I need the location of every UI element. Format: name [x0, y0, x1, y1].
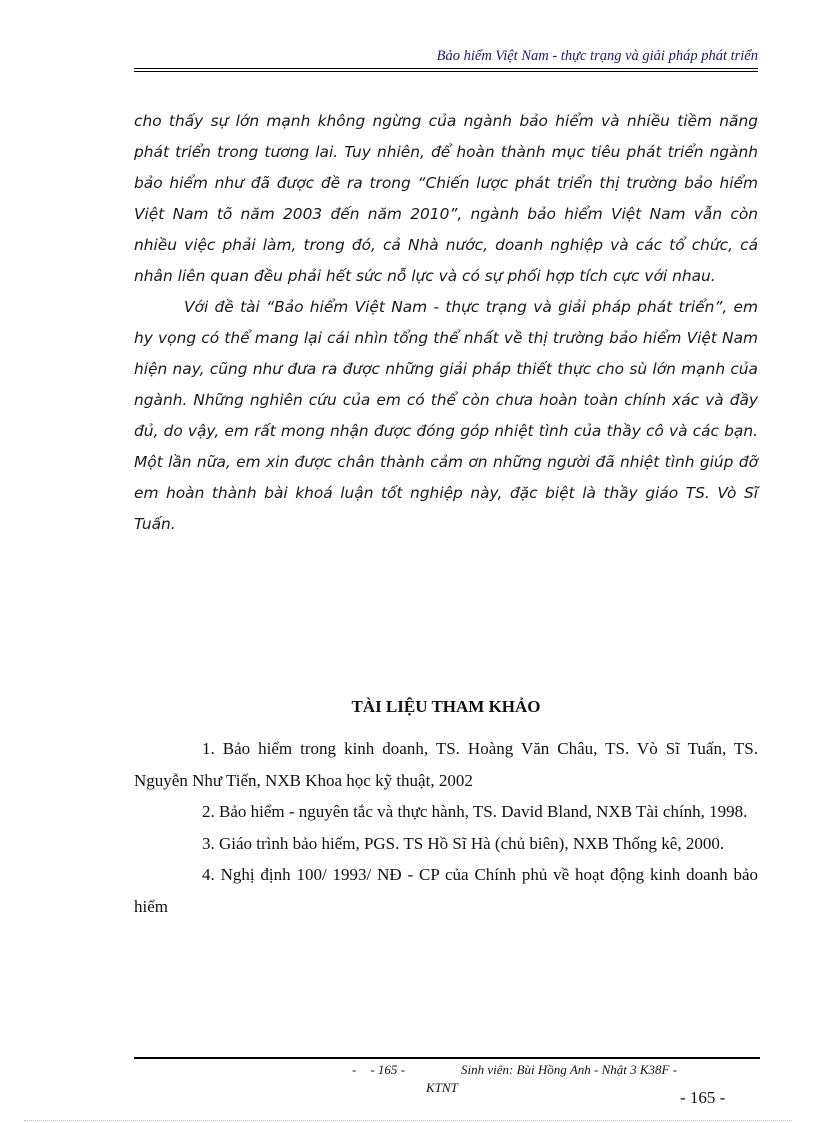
footer-page-marker: - 165 - — [370, 1062, 406, 1077]
body-paragraph-2: Với đề tài “Bảo hiểm Việt Nam - thực trạng và giải pháp phát triển”, em hy vọng có thể mang lại cái nhìn tổng thể nhất về thị trường bảo hiểm Việt Nam hiện nay, cũng như đưa ra được những giải pháp thiết thực cho sù lớn mạnh của ngành. Những nghiên cứu của em có thể còn chưa hoàn toàn chính xác và đầy đủ, do vậy, em rất mong nhận được đóng góp nhiệt tình của thầy cô và các bạn. Một lần nữa, em xin được chân thành cảm ơn những người đã nhiệt tình giúp đỡ em hoàn thành bài khoá luận tốt nghiệp này, đặc biệt là thầy giáo TS. Vò Sĩ Tuấn. — [134, 298, 758, 533]
footer-divider — [134, 1057, 760, 1059]
reference-item-4: 4. Nghị định 100/ 1993/ NĐ - CP của Chính phủ về hoạt động kinh doanh bảo hiểm — [134, 865, 758, 916]
page-bottom-border — [24, 1120, 792, 1121]
reference-item-1: 1. Bảo hiểm trong kinh doanh, TS. Hoàng Văn Châu, TS. Vò Sĩ Tuấn, TS. Nguyễn Như Tiến, NXB Khoa học kỹ thuật, 2002 — [134, 739, 758, 790]
footer-dash: - — [352, 1062, 357, 1077]
body-paragraph-1: cho thấy sự lớn mạnh không ngừng của ngành bảo hiểm và nhiều tiềm năng phát triển trong tương lai. Tuy nhiên, để hoàn thành mục tiêu phát triển ngành bảo hiểm như đã được đề ra trong “Chiến lược phát triển thị trường bảo hiểm Việt Nam tõ năm 2003 đến năm 2010”, ngành bảo hiểm Việt Nam vẫn còn nhiều việc phải làm, trong đó, cả Nhà nước, doanh nghiệp và các tổ chức, cá nhân liên quan đều phải hết sức nỗ lực và có sự phối hợp tích cực với nhau. — [134, 112, 758, 285]
footer-student-info-cont: KTNT — [426, 1080, 458, 1095]
reference-item-3: 3. Giáo trình bảo hiểm, PGS. TS Hồ Sĩ Hà (chủ biên), NXB Thống kê, 2000. — [202, 833, 725, 853]
page-number: - 165 - — [680, 1088, 726, 1107]
running-header: Bảo hiểm Việt Nam - thực trạng và giải pháp phát triển — [436, 48, 758, 64]
footer-line — [352, 1061, 762, 1079]
header-divider — [134, 68, 758, 72]
references-list — [134, 733, 758, 922]
footer-student-info: Sinh viên: Bùi Hồng Anh - Nhật 3 K38F - — [461, 1062, 678, 1077]
reference-item-2: 2. Bảo hiểm - nguyên tắc và thực hành, TS. David Bland, NXB Tài chính, 1998. — [202, 802, 748, 821]
body-text — [134, 106, 758, 540]
references-title: TÀI LIỆU THAM KHẢO — [351, 697, 541, 716]
